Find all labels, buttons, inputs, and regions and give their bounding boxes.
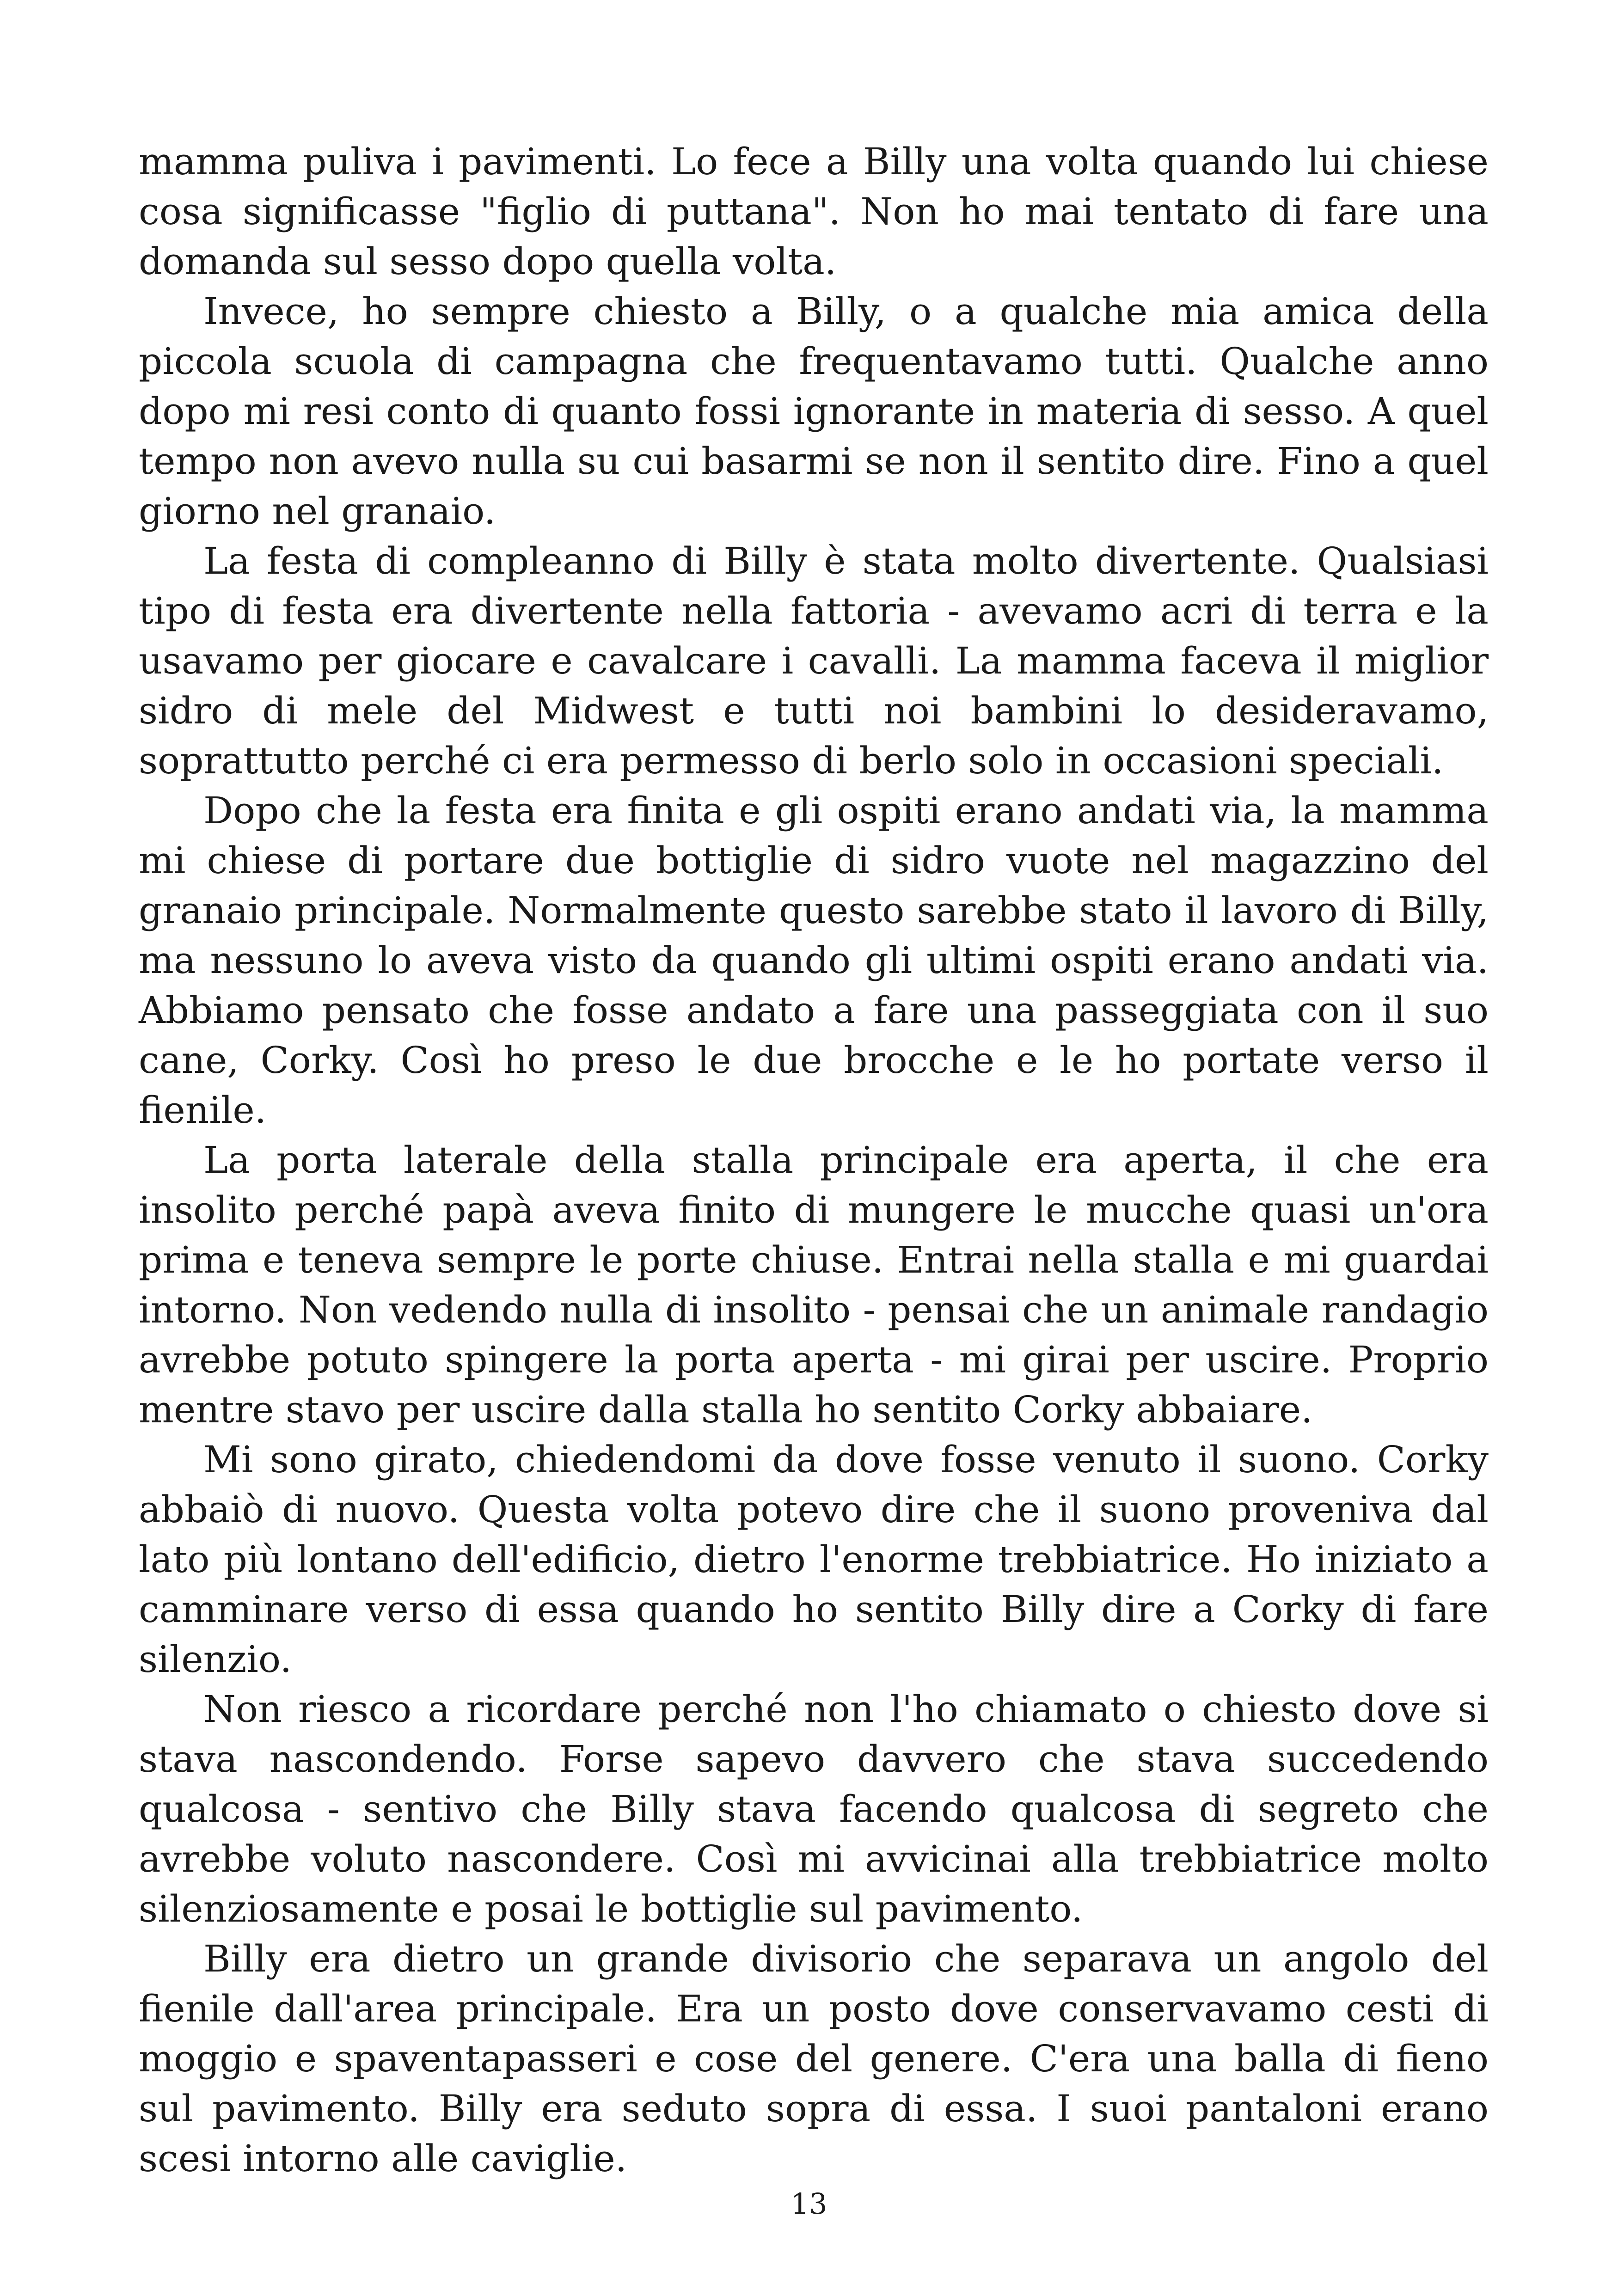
paragraph-8: Billy era dietro un grande divisorio che separava un angolo del fienile dall'area principale. Era un posto dove conservavamo cesti di moggio e spaventapasseri e cose del genere. C'era una balla di fieno sul pavimento. Billy era seduto sopra di essa. I suoi pantaloni erano scesi intorno alle caviglie.	[139, 1937, 1489, 2180]
paragraph-4: Dopo che la festa era finita e gli ospiti erano andati via, la mamma mi chiese di portare due bottiglie di sidro vuote nel magazzino del granaio principale. Normalmente questo sarebbe stato il lavoro di Billy, ma nessuno lo aveva visto da quando gli ultimi ospiti erano andati via. Abbiamo pensato che fosse andato a fare una passeggiata con il suo cane, Corky. Così ho preso le due brocche e le ho portate verso il fienile.	[139, 789, 1489, 1132]
page-number: 13	[791, 2187, 827, 2221]
paragraph-6: Mi sono girato, chiedendomi da dove fosse venuto il suono. Corky abbaiò di nuovo. Questa volta potevo dire che il suono proveniva dal lato più lontano dell'edificio, dietro l'enorme trebbiatrice. Ho iniziato a camminare verso di essa quando ho sentito Billy dire a Corky di fare silenzio.	[139, 1438, 1489, 1681]
paragraph-3: La festa di compleanno di Billy è stata molto divertente. Qualsiasi tipo di festa era divertente nella fattoria - avevamo acri di terra e la usavamo per giocare e cavalcare i cavalli. La mamma faceva il miglior sidro di mele del Midwest e tutti noi bambini lo desideravamo, soprattutto perché ci era permesso di berlo solo in occasioni speciali.	[139, 539, 1489, 782]
body-text	[139, 137, 1489, 2184]
paragraph-7: Non riesco a ricordare perché non l'ho chiamato o chiesto dove si stava nascondendo. Forse sapevo davvero che stava succedendo qualcosa - sentivo che Billy stava facendo qualcosa di segreto che avrebbe voluto nascondere. Così mi avvicinai alla trebbiatrice molto silenziosamente e posai le bottiglie sul pavimento.	[139, 1688, 1489, 1930]
paragraph-2: Invece, ho sempre chiesto a Billy, o a qualche mia amica della piccola scuola di campagna che frequentavamo tutti. Qualche anno dopo mi resi conto di quanto fossi ignorante in materia di sesso. A quel tempo non avevo nulla su cui basarmi se non il sentito dire. Fino a quel giorno nel granaio.	[139, 290, 1489, 533]
paragraph-1: mamma puliva i pavimenti. Lo fece a Billy una volta quando lui chiese cosa significasse "figlio di puttana". Non ho mai tentato di fare una domanda sul sesso dopo quella volta.	[139, 140, 1489, 283]
paragraph-5: La porta laterale della stalla principale era aperta, il che era insolito perché papà aveva finito di mungere le mucche quasi un'ora prima e teneva sempre le porte chiuse. Entrai nella stalla e mi guardai intorno. Non vedendo nulla di insolito - pensai che un animale randagio avrebbe potuto spingere la porta aperta - mi girai per uscire. Proprio mentre stavo per uscire dalla stalla ho sentito Corky abbaiare.	[139, 1139, 1489, 1431]
